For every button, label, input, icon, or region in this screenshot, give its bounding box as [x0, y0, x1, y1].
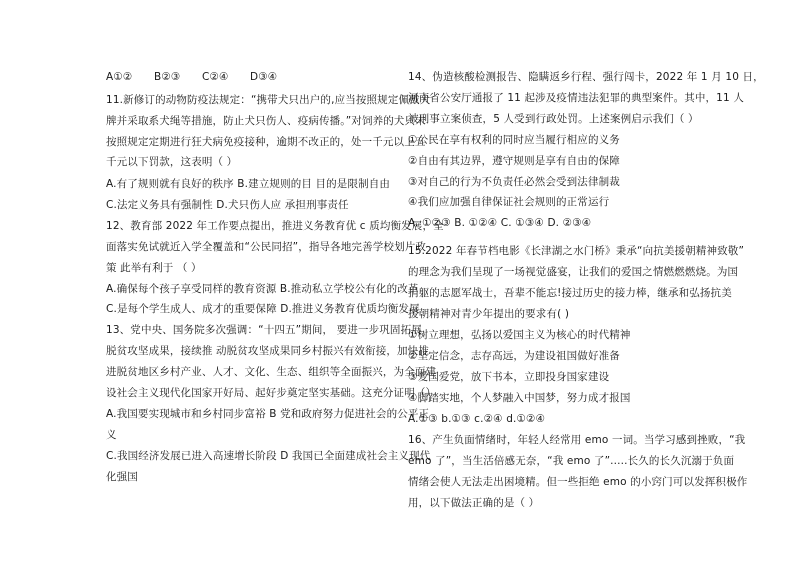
- q13-stem-line: 脱贫攻坚成果，接续推 动脱贫攻坚成果同乡村振兴有效衔接，加快推: [106, 345, 429, 357]
- q15-statement: ③爱国爱党，放下书本，立即投身国家建设: [408, 371, 610, 383]
- q10-option-a: A①②: [106, 71, 133, 83]
- q14-options: A. ①②③ B. ①②④ C. ①③④ D. ②③④: [408, 217, 592, 229]
- q14-stem-line: 14、伪造核酸检测报告、隐瞒返乡行程、强行闯卡，2022 年 1 月 10 日，: [408, 71, 764, 83]
- q15-stem-line: 捐躯的志愿军战士，吾辈不能忘!接过历史的接力棒，继承和弘扬抗美: [408, 287, 732, 299]
- q12-option-line: A.确保每个孩子享受同样的教育资源 B.推动私立学校公有化的改革: [106, 283, 419, 295]
- q13-stem-line: 进脱贫地区乡村产业、人才、文化、生态、组织等全面振兴，为全面建: [106, 366, 437, 378]
- q10-option-b: B②③: [154, 71, 181, 83]
- q14-statement: ④我们应加强自律保证社会规则的正常运行: [408, 196, 610, 208]
- q12-option-line: C.是每个学生成人、成才的重要保障 D.推进义务教育优质均衡发展: [106, 303, 420, 315]
- q16-stem-line: 情绪会使人无法走出困境精。但一些拒绝 emo 的小窍门可以发挥积极作: [408, 476, 748, 488]
- q10-options: [106, 70, 277, 84]
- q13-option-line: 化强国: [106, 471, 138, 483]
- q12-stem-line: 策 此举有利于 （ ）: [106, 262, 202, 274]
- q14-statement: ①公民在享有权利的同时应当履行相应的义务: [408, 134, 620, 146]
- q15-stem-line: 援朝精神对青少年提出的要求有( ): [408, 308, 570, 320]
- q11-option-line: C.法定义务具有强制性 D.犬只伤人应 承担刑事责任: [106, 199, 349, 211]
- q13-option-line: C.我国经济发展已进入高速增长阶段 D 我国已全面建成社会主义现代: [106, 450, 431, 462]
- q13-option-line: A.我国要实现城市和乡村同步富裕 B 党和政府努力促进社会的公平正: [106, 408, 430, 420]
- q14-stem-line: 河南省公安厅通报了 11 起涉及疫情违法犯罪的典型案件。其中，11 人: [408, 92, 744, 104]
- q13-stem-line: 设社会主义现代化国家开好局、起好步奠定坚实基础。这充分证明（）: [106, 387, 437, 399]
- q16-stem-line: 用，以下做法正确的是（ ）: [408, 497, 540, 509]
- q15-statement: ②坚定信念，志存高远，为建设祖国做好准备: [408, 350, 620, 362]
- q14-statement: ②自由有其边界，遵守规则是享有自由的保障: [408, 155, 620, 167]
- q15-stem-line: 的理念为我们呈现了一场视觉盛宴，让我们的爱国之情燃燃燃烧。为国: [408, 266, 739, 278]
- q15-statement: ①树立理想，弘扬以爱国主义为核心的时代精神: [408, 329, 631, 341]
- q15-options: A.①③ b.①③ c.②④ d.①②④: [408, 413, 546, 425]
- q10-option-c: C②④: [202, 71, 229, 83]
- q16-stem-line: 16、产生负面情绪时，年轻人经常用 emo 一词。当学习感到挫败，“我: [408, 434, 746, 446]
- q13-stem-line: 13、党中央、国务院多次强调：“十四五”期间， 要进一步巩固拓展: [106, 324, 422, 336]
- q13-option-line: 义: [106, 429, 117, 441]
- q15-stem-line: 15.2022 年春节档电影《长津湖之水门桥》秉承“向抗美援朝精神致敬”: [408, 245, 745, 257]
- q12-stem-line: 12、教育部 2022 年工作要点提出，推进义务教育优 c 质均衡发展，全: [106, 220, 444, 232]
- q14-statement: ③对自己的行为不负责任必然会受到法律制裁: [408, 176, 620, 188]
- q10-option-d: D③④: [250, 71, 278, 83]
- q11-stem-line: 千元以下罚款，这表明（ ）: [106, 156, 238, 168]
- q11-stem-line: 11.新修订的动物防疫法规定：“携带犬只出户的,应当按照规定佩戴犬: [106, 94, 431, 106]
- q16-stem-line: emo 了”，当生活倍感无奈，“我 emo 了”.....长久的长久沉溺于负面: [408, 455, 735, 467]
- q12-stem-line: 面落实免试就近入学全覆盖和“公民同招”，指导各地完善学校划片政: [106, 241, 427, 253]
- q15-statement: ④脚踏实地，个人梦融入中国梦，努力成才报国: [408, 392, 631, 404]
- q11-option-line: A.有了规则就有良好的秩序 B.建立规则的目 目的是限制自由: [106, 178, 391, 190]
- q11-stem-line: 按照规定定期进行狂犬病免疫接种，逾期不改正的，处一千元以上五: [106, 136, 426, 148]
- q11-stem-line: 牌并采取系犬绳等措施，防止犬只伤人、疫病传播。”对饲养的犬只未: [106, 115, 426, 127]
- q14-stem-line: 被刑事立案侦查，5 人受到行政处罚。上述案例启示我们（ ）: [408, 113, 699, 125]
